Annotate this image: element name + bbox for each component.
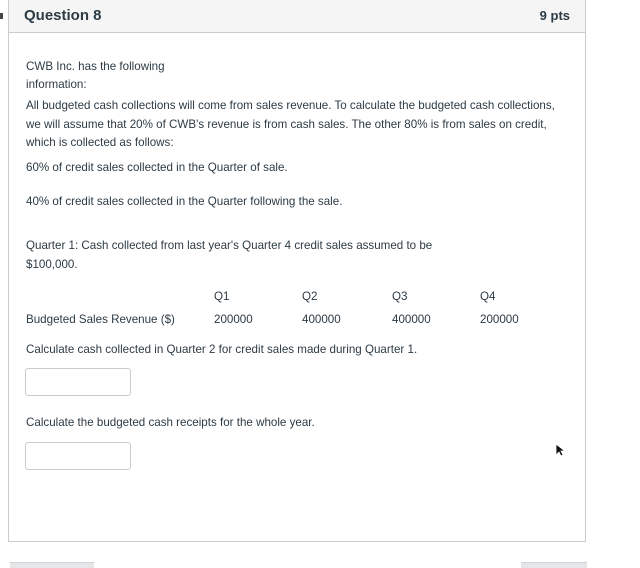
question-points: 9 pts	[539, 8, 570, 23]
q1-note-line-1: Quarter 1: Cash collected from last year's Quarter 4 credit sales assumed to be	[26, 239, 433, 252]
previous-nav-strip	[10, 562, 94, 568]
collection-rule-1: 60% of credit sales collected in the Quarter of sale.	[26, 161, 288, 174]
table-cell-q3: 400000	[392, 313, 431, 326]
question-header	[9, 0, 585, 33]
table-cell-q4: 200000	[480, 313, 519, 326]
table-header-q4: Q4	[480, 290, 496, 303]
table-header-q1: Q1	[214, 290, 230, 303]
prompt-q2-credit-collection: Calculate cash collected in Quarter 2 for credit sales made during Quarter 1.	[26, 343, 418, 356]
answer-input-1[interactable]	[25, 368, 131, 396]
intro-line-1: CWB Inc. has the following	[26, 60, 165, 73]
answer-input-2[interactable]	[25, 442, 131, 470]
collection-rule-2: 40% of credit sales collected in the Quarter following the sale.	[26, 195, 343, 208]
question-card	[8, 0, 586, 542]
table-header-q2: Q2	[302, 290, 318, 303]
table-row-label: Budgeted Sales Revenue ($)	[26, 313, 175, 326]
mouse-cursor-icon	[555, 443, 567, 457]
table-header-q3: Q3	[392, 290, 408, 303]
next-nav-strip	[521, 562, 587, 568]
intro-line-2: information:	[26, 78, 87, 91]
collection-paragraph: All budgeted cash collections will come from sales revenue. To calculate the budgeted cash collections, we will assume that 20% of CWB's revenue is from cash sales. The other 80% is from sales on credit, which is collected as follows:	[26, 99, 555, 149]
question-title: Question 8	[24, 7, 102, 24]
prompt-annual-receipts: Calculate the budgeted cash receipts for the whole year.	[26, 416, 315, 429]
edge-marker	[0, 13, 3, 19]
q1-note-line-2: $100,000.	[26, 258, 78, 271]
table-cell-q2: 400000	[302, 313, 341, 326]
table-cell-q1: 200000	[214, 313, 253, 326]
